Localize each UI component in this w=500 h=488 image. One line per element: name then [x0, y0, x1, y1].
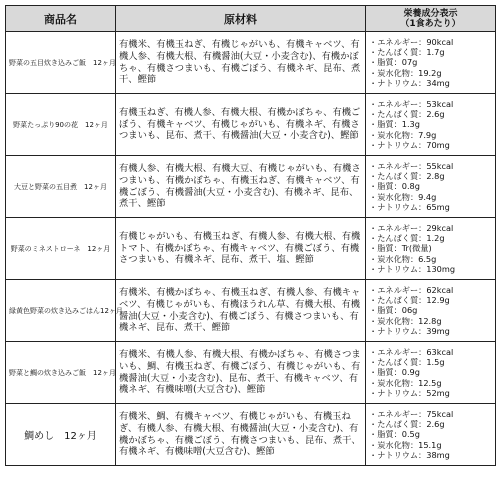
product-name: 鯛めし 12ヶ月 [6, 404, 116, 466]
nutrition-value: ・脂質：07g [369, 57, 418, 68]
nutrition-cell [366, 342, 496, 404]
table-row [6, 156, 496, 218]
ingredients-cell: 有機米、鯛、有機キャベツ、有機じゃがいも、有機玉ねぎ、有機人参、有機大根、有機醤油(大豆・小麦含む)、有機かぼちゃ、有機ごぼう、有機さつまいも、昆布、煮干、有機ネギ、有機味噌(大豆含む)、鰹節 [116, 404, 366, 466]
nutrition-value: ・エネルギー：29kcal [369, 222, 454, 233]
product-name: 野菜と鯛の炊き込みご飯 12ヶ月 [6, 342, 116, 404]
ingredients-cell: 有機玉ねぎ、有機人参、有機大根、有機かぼちゃ、有機ごぼう、有機キャベツ、有機じゃがいも、有機ネギ、有機さつまいも、昆布、煮干、有機醤油(大豆・小麦含む)、鰹節 [116, 94, 366, 156]
nutrition-value: ・ナトリウム：39mg [369, 325, 450, 336]
nutrition-value: ・脂質：0.9g [369, 367, 420, 378]
nutrition-value: ・ナトリウム：70mg [369, 139, 450, 150]
nutrition-value: ・炭水化物：9.4g [369, 191, 437, 202]
nutrition-value: ・ナトリウム：38mg [369, 449, 450, 460]
table-row [6, 32, 496, 94]
nutrition-value: ・たんぱく質：1.5g [369, 357, 445, 368]
nutrition-value: ・ナトリウム：52mg [369, 387, 450, 398]
nutrition-value: ・炭水化物：7.9g [369, 129, 437, 140]
header-ingredients: 原材料 [116, 6, 366, 32]
nutrition-value: ・脂質：Tr(微量) [369, 243, 432, 254]
table-row [6, 404, 496, 466]
nutrition-value: ・脂質：0.8g [369, 181, 420, 192]
ingredients-cell: 有機米、有機かぼちゃ、有機玉ねぎ、有機人参、有機キャベツ、有機じゃがいも、有機ほうれん草、有機大根、有機醤油(大豆・小麦含む)、有機ごぼう、有機さつまいも、有機ネギ、昆布、煮干、鰹節 [116, 280, 366, 342]
table-row [6, 342, 496, 404]
nutrition-cell [366, 404, 496, 466]
nutrition-value: ・たんぱく質：2.6g [369, 109, 445, 120]
nutrition-value: ・脂質：0.5g [369, 429, 420, 440]
nutrition-cell [366, 32, 496, 94]
nutrition-value: ・炭水化物：19.2g [369, 67, 442, 78]
nutrition-cell [366, 94, 496, 156]
product-name: 野菜たっぷり90の花 12ヶ月 [6, 94, 116, 156]
nutrition-value: ・炭水化物：6.5g [369, 253, 437, 264]
table-row [6, 94, 496, 156]
nutrition-cell [366, 218, 496, 280]
header-nutrition [366, 6, 496, 32]
nutrition-table [5, 5, 496, 466]
ingredients-cell: 有機人参、有機大根、有機大豆、有機じゃがいも、有機さつまいも、有機かぼちゃ、有機玉ねぎ、有機キャベツ、有機ごぼう、有機醤油(大豆・小麦含む)、有機ネギ、昆布、煮干、鰹節 [116, 156, 366, 218]
nutrition-value: ・たんぱく質：12.9g [369, 295, 450, 306]
product-name: 野菜のミネストローネ 12ヶ月 [6, 218, 116, 280]
nutrition-value: ・エネルギー：62kcal [369, 284, 454, 295]
nutrition-cell [366, 156, 496, 218]
nutrition-value: ・ナトリウム：34mg [369, 77, 450, 88]
nutrition-value: ・エネルギー：75kcal [369, 408, 454, 419]
nutrition-value: ・ナトリウム：65mg [369, 201, 450, 212]
nutrition-value: ・エネルギー：90kcal [369, 36, 454, 47]
nutrition-value: ・たんぱく質：2.6g [369, 419, 445, 430]
nutrition-value: ・エネルギー：55kcal [369, 160, 454, 171]
nutrition-value: ・炭水化物：15.1g [369, 439, 442, 450]
table-row [6, 280, 496, 342]
nutrition-value: ・炭水化物：12.8g [369, 315, 442, 326]
nutrition-value: ・たんぱく質：2.8g [369, 171, 445, 182]
nutrition-value: ・たんぱく質：1.7g [369, 47, 445, 58]
product-name: 大豆と野菜の五目煮 12ヶ月 [6, 156, 116, 218]
nutrition-value: ・ナトリウム：130mg [369, 263, 456, 274]
nutrition-value: ・炭水化物：12.5g [369, 377, 442, 388]
product-name: 野菜の五目炊き込みご飯 12ヶ月 [6, 32, 116, 94]
nutrition-value: ・脂質：1.3g [369, 119, 420, 130]
ingredients-cell: 有機じゃがいも、有機玉ねぎ、有機人参、有機大根、有機トマト、有機かぼちゃ、有機キャベツ、有機ごぼう、有機さつまいも、有機ネギ、昆布、煮干、塩、鰹節 [116, 218, 366, 280]
ingredients-cell: 有機米、有機玉ねぎ、有機じゃがいも、有機キャベツ、有機人参、有機大根、有機醤油(大豆・小麦含む)、有機かぼちゃ、有機さつまいも、有機ごぼう、有機ネギ、昆布、煮干、鰹節 [116, 32, 366, 94]
nutrition-cell [366, 280, 496, 342]
ingredients-cell: 有機米、有機人参、有機大根、有機かぼちゃ、有機さつまいも、鯛、有機玉ねぎ、有機ごぼう、有機じゃがいも、有機醤油(大豆・小麦含む)、昆布、煮干、有機キャベツ、有機ネギ、有機味噌(大豆含む)、鰹節 [116, 342, 366, 404]
nutrition-value: ・エネルギー：53kcal [369, 98, 454, 109]
header-nutrition-sub: （1食あたり） [400, 18, 461, 29]
header-nutrition-title: 栄養成分表示 [403, 8, 458, 19]
nutrition-value: ・たんぱく質：1.2g [369, 233, 445, 244]
table-row [6, 218, 496, 280]
nutrition-value: ・エネルギー：63kcal [369, 346, 454, 357]
nutrition-value: ・脂質：06g [369, 305, 418, 316]
header-row [6, 6, 496, 32]
product-name: 緑黄色野菜の炊き込みごはん12ヶ月 [6, 280, 116, 342]
header-product-name: 商品名 [6, 6, 116, 32]
